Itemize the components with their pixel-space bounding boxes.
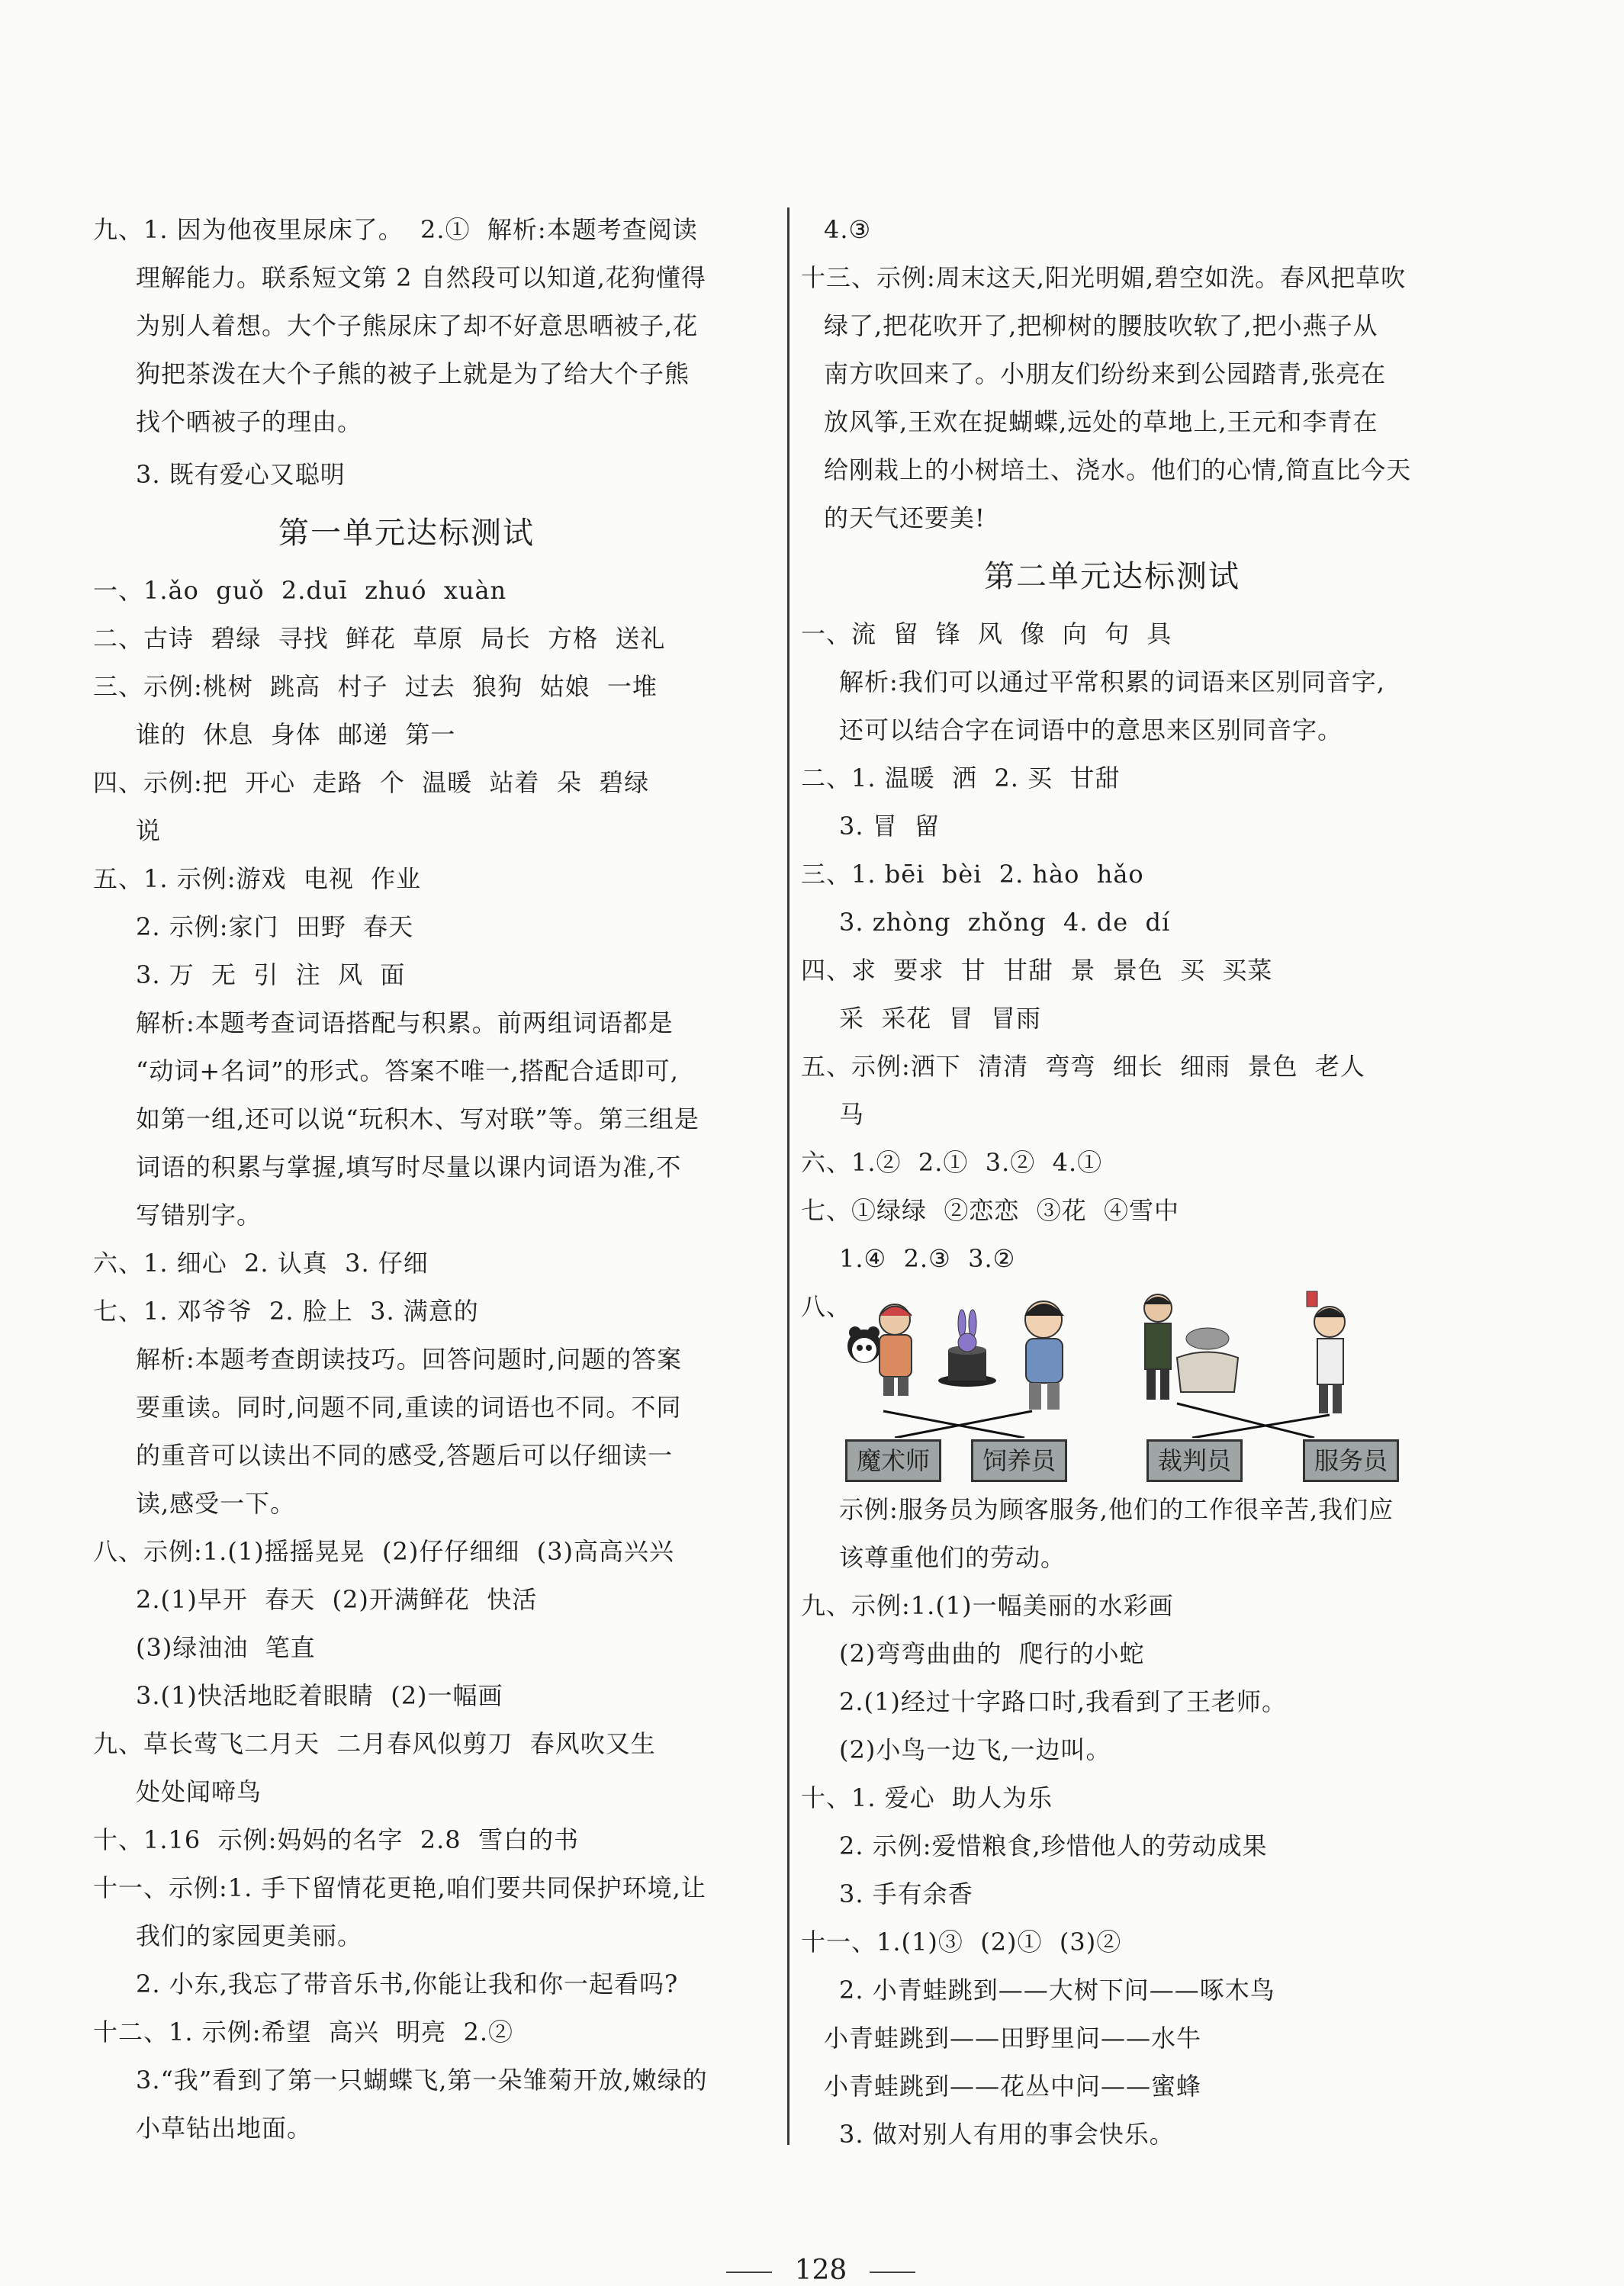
answer-line: 小青蛙跳到——花丛中问——蜜蜂 <box>824 2072 1202 2101</box>
answer-line: 2. 小东,我忘了带音乐书,你能让我和你一起看吗? <box>136 1969 679 1998</box>
page-footer <box>0 2223 1624 2286</box>
answer-line: 一、1.ǎo guǒ 2.duī zhuó xuàn <box>93 576 507 605</box>
answer-line: 南方吹回来了。小朋友们纷纷来到公园踏青,张亮在 <box>824 359 1387 388</box>
answer-line: 小草钻出地面。 <box>136 2114 313 2143</box>
answer-line: 十、1.16 示例:妈妈的名字 2.8 雪白的书 <box>93 1825 579 1854</box>
answer-line: 2. 示例:爱惜粮食,珍惜他人的劳动成果 <box>839 1831 1268 1860</box>
answer-line: 示例:服务员为顾客服务,他们的工作很辛苦,我们应 <box>839 1495 1394 1524</box>
answer-line: 七、1. 邓爷爷 2. 脸上 3. 满意的 <box>93 1297 479 1326</box>
answer-line: 3. zhòng zhǒng 4. de dí <box>839 908 1171 937</box>
answer-line: 三、示例:桃树 跳高 村子 过去 狼狗 姑娘 一堆 <box>93 672 658 701</box>
answer-line: 九、1. 因为他夜里尿床了。 2.① 解析:本题考查阅读 <box>93 215 698 244</box>
answer-line: 3. 手有余香 <box>839 1879 973 1908</box>
answer-line: 三、1. bēi bèi 2. hào hǎo <box>801 860 1144 889</box>
answer-line: 十一、示例:1. 手下留情花更艳,咱们要共同保护环境,让 <box>93 1873 706 1902</box>
job-box-referee: 裁判员 <box>1146 1439 1243 1482</box>
answer-line: 该尊重他们的劳动。 <box>839 1543 1066 1572</box>
answer-line: 一、流 留 锋 风 像 向 句 具 <box>801 619 1172 648</box>
answer-line: 写错别字。 <box>136 1201 262 1230</box>
answer-line: 七、①绿绿 ②恋恋 ③花 ④雪中 <box>801 1196 1180 1225</box>
answer-line: 小青蛙跳到——田野里问——水牛 <box>824 2024 1202 2053</box>
answer-line: 读,感受一下。 <box>136 1489 296 1518</box>
answer-line: 放风筝,王欢在捉蝴蝶,远处的草地上,王元和李青在 <box>824 407 1378 436</box>
answer-line: 词语的积累与掌握,填写时尽量以课内词语为准,不 <box>136 1153 682 1182</box>
answer-line: 马 <box>839 1100 865 1129</box>
waiter-illustration <box>1307 1291 1345 1413</box>
answer-line: 3. 冒 留 <box>839 812 941 841</box>
answer-line: 1.④ 2.③ 3.② <box>839 1244 1016 1273</box>
answer-line: (3)绿油油 笔直 <box>136 1633 316 1662</box>
answer-line: 3. 万 无 引 注 风 面 <box>136 960 406 989</box>
job-matching-illustration <box>841 1278 1421 1438</box>
answer-line: 为别人着想。大个子熊尿床了却不好意思晒被子,花 <box>136 311 699 340</box>
page-number: 128 <box>794 2255 847 2286</box>
answer-line: 3.“我”看到了第一只蝴蝶飞,第一朵雏菊开放,嫩绿的 <box>136 2066 708 2095</box>
magician-panda-illustration <box>847 1304 912 1396</box>
answer-line: 的重音可以读出不同的感受,答题后可以仔细读一 <box>136 1441 674 1470</box>
answer-line: 3. 做对别人有用的事会快乐。 <box>839 2120 1175 2149</box>
answer-line: 六、1.② 2.① 3.② 4.① <box>801 1148 1103 1177</box>
answer-line: 2.(1)早开 春天 (2)开满鲜花 快活 <box>136 1585 538 1614</box>
answer-line: 十一、1.(1)③ (2)① (3)② <box>801 1928 1122 1956</box>
answer-line: 五、1. 示例:游戏 电视 作业 <box>93 864 422 893</box>
answer-line: 十三、示例:周末这天,阳光明媚,碧空如洗。春风把草吹 <box>801 263 1407 292</box>
answer-line: 六、1. 细心 2. 认真 3. 仔细 <box>93 1249 429 1278</box>
unit-one-title: 第一单元达标测试 <box>278 516 535 551</box>
answer-line: 2. 小青蛙跳到——大树下问——啄木鸟 <box>839 1976 1275 2005</box>
hat-rabbit-illustration <box>938 1310 996 1387</box>
answer-line: 谁的 休息 身体 邮递 第一 <box>136 720 456 749</box>
answer-line: 2.(1)经过十字路口时,我看到了王老师。 <box>839 1687 1288 1716</box>
job-box-breeder: 饲养员 <box>971 1439 1067 1482</box>
answer-line: 绿了,把花吹开了,把柳树的腰肢吹软了,把小燕子从 <box>824 311 1378 340</box>
answer-line: 的天气还要美! <box>824 503 986 532</box>
matching-lines <box>883 1403 1330 1438</box>
answer-line: 解析:本题考查朗读技巧。回答问题时,问题的答案 <box>136 1345 682 1374</box>
answer-line: 还可以结合字在词语中的意思来区别同音字。 <box>839 715 1343 744</box>
answer-line: 十、1. 爱心 助人为乐 <box>801 1783 1053 1812</box>
answer-line: 采 采花 冒 冒雨 <box>839 1004 1042 1033</box>
job-box-magician: 魔术师 <box>845 1439 941 1482</box>
answer-line: 狗把茶泼在大个子熊的被子上就是为了给大个子熊 <box>136 359 690 388</box>
answer-line: 说 <box>136 816 162 845</box>
answer-line: (2)小鸟一边飞,一边叫。 <box>839 1735 1111 1764</box>
answer-line: 要重读。同时,问题不同,重读的词语也不同。不同 <box>136 1393 682 1422</box>
answer-line: 二、古诗 碧绿 寻找 鲜花 草原 局长 方格 送礼 <box>93 624 666 653</box>
answer-line: 3.(1)快活地眨着眼睛 (2)一幅画 <box>136 1681 503 1710</box>
answer-line: 理解能力。联系短文第 2 自然段可以知道,花狗懂得 <box>136 263 706 292</box>
answer-line: 如第一组,还可以说“玩积木、写对联”等。第三组是 <box>136 1104 699 1133</box>
answer-line: 处处闻啼鸟 <box>136 1777 262 1806</box>
answer-line: 解析:本题考查词语搭配与积累。前两组词语都是 <box>136 1008 674 1037</box>
answer-line: 2. 示例:家门 田野 春天 <box>136 912 414 941</box>
job-matching-figure <box>841 1278 1421 1491</box>
column-divider <box>787 207 789 2145</box>
answer-line: 九、示例:1.(1)一幅美丽的水彩画 <box>801 1591 1174 1620</box>
breeder-boy-illustration <box>1024 1301 1064 1410</box>
answer-line: 四、示例:把 开心 走路 个 温暖 站着 朵 碧绿 <box>93 768 650 797</box>
answer-line: 四、求 要求 甘 甘甜 景 景色 买 买菜 <box>801 956 1273 985</box>
answer-line: “动词+名词”的形式。答案不唯一,搭配合适即可, <box>136 1056 679 1085</box>
answer-line: (2)弯弯曲曲的 爬行的小蛇 <box>839 1639 1145 1668</box>
answer-line: 给刚栽上的小树培土、浇水。他们的心情,简直比今天 <box>824 455 1412 484</box>
answer-line: 二、1. 温暖 洒 2. 买 甘甜 <box>801 764 1121 793</box>
referee-illustration <box>1144 1294 1238 1400</box>
answer-line: 3. 既有爱心又聪明 <box>136 460 346 489</box>
answer-line: 我们的家园更美丽。 <box>136 1921 363 1950</box>
unit-two-title: 第二单元达标测试 <box>984 559 1240 594</box>
answer-line: 解析:我们可以通过平常积累的词语来区别同音字, <box>839 667 1385 696</box>
footer-dash <box>870 2272 915 2273</box>
answer-line: 4.③ <box>824 215 872 244</box>
answer-line: 找个晒被子的理由。 <box>136 407 363 436</box>
answer-line: 八、 <box>801 1292 852 1321</box>
answer-line: 九、草长莺飞二月天 二月春风似剪刀 春风吹又生 <box>93 1729 656 1758</box>
answer-line: 五、示例:洒下 清清 弯弯 细长 细雨 景色 老人 <box>801 1052 1365 1081</box>
answer-line: 八、示例:1.(1)摇摇晃晃 (2)仔仔细细 (3)高高兴兴 <box>93 1537 674 1566</box>
answer-line: 十二、1. 示例:希望 高兴 明亮 2.② <box>93 2018 514 2046</box>
footer-dash <box>726 2272 772 2273</box>
job-box-waiter: 服务员 <box>1303 1439 1399 1482</box>
